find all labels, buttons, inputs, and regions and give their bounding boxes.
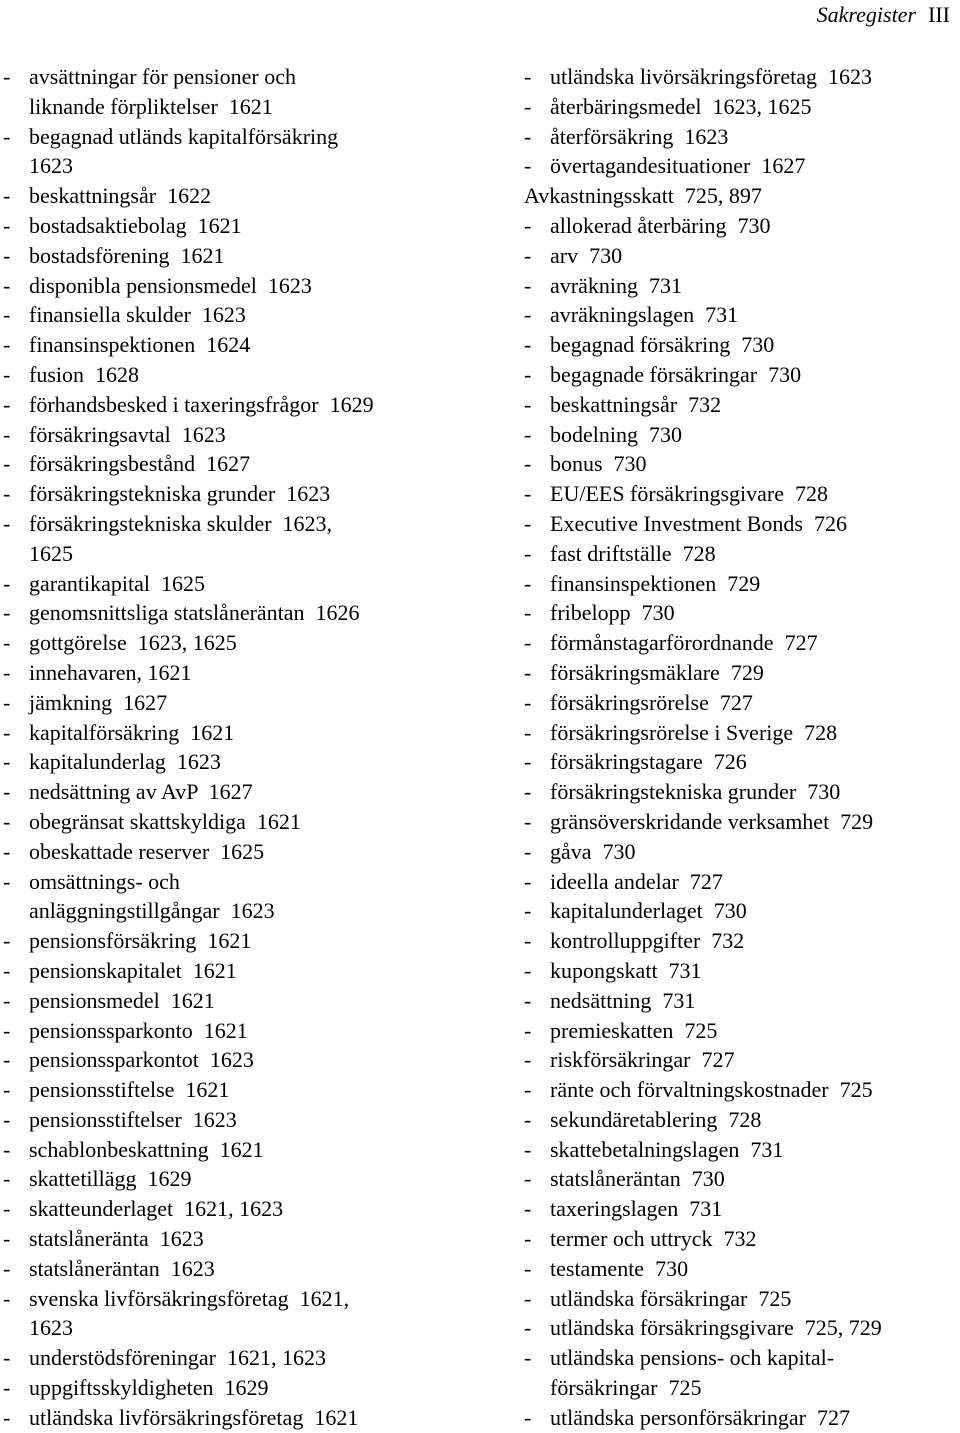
entry-text: utländska försäkringsgivare 725, 729 [550, 1315, 882, 1341]
entry-dash: - [524, 868, 532, 894]
entry-dash: - [524, 153, 532, 179]
entry-dash: - [3, 332, 11, 358]
entry-text: försäkringsbestånd 1627 [29, 451, 251, 477]
entry-text: pensionsförsäkring 1621 [29, 928, 252, 954]
entry-dash: - [524, 451, 532, 477]
entry-text: bostadsaktiebolag 1621 [29, 212, 242, 238]
entry-text: utländska livförsäkringsföretag 1621 [29, 1404, 359, 1430]
index-entry [3, 718, 503, 748]
entry-text: statslåneränta 1623 [29, 1226, 204, 1252]
entry-text: pensionskapitalet 1621 [29, 957, 237, 983]
entry-dash: - [524, 64, 532, 89]
entry-dash: - [3, 1404, 11, 1430]
entry-dash: - [3, 481, 11, 507]
entry-text: bonus 730 [550, 451, 647, 477]
entry-dash: - [3, 64, 11, 89]
entry-text: ränte och förvaltningskostnader 725 [550, 1077, 873, 1103]
entry-dash: - [524, 1226, 532, 1252]
entry-dash: - [524, 838, 532, 864]
index-entry [524, 688, 960, 718]
entry-text: gränsöverskridande verksamhet 729 [550, 808, 874, 834]
entry-text: innehavaren, 1621 [29, 659, 192, 685]
entry-dash: - [3, 600, 11, 626]
index-entry [3, 300, 503, 330]
entry-text: allokerad återbäring 730 [550, 212, 771, 238]
entry-dash: - [524, 540, 532, 566]
entry-text: kontrolluppgifter 732 [550, 928, 745, 954]
index-entry [524, 718, 960, 748]
entry-text: utländska livörsäkringsföretag 1623 [550, 64, 872, 89]
index-entry [524, 1224, 960, 1254]
entry-text: övertagandesituationer 1627 [550, 153, 806, 179]
running-title: Sakregister [816, 2, 917, 27]
entry-dash: - [524, 1345, 532, 1371]
index-entry [3, 777, 503, 807]
index-entry [3, 449, 503, 479]
entry-dash: - [524, 1106, 532, 1132]
entry-dash: - [3, 749, 11, 775]
entry-dash: - [524, 481, 532, 507]
entry-text: garantikapital 1625 [29, 570, 205, 596]
entry-text: pensionssparkonto 1621 [29, 1017, 248, 1043]
entry-text: försäkringsrörelse 727 [550, 689, 753, 715]
entry-text: försäkringstekniska grunder 1623 [29, 481, 331, 507]
index-entry [3, 241, 503, 271]
entry-text: begagnad utländs kapitalförsäkring [29, 123, 339, 149]
entry-text: nedsättning 731 [550, 987, 696, 1013]
entry-text: beskattningsår 1622 [29, 183, 212, 209]
entry-dash: - [3, 1017, 11, 1043]
entry-text: termer och uttryck 732 [550, 1226, 757, 1252]
index-entry [524, 449, 960, 479]
entry-text: pensionsstiftelse 1621 [29, 1077, 230, 1103]
entry-dash: - [524, 749, 532, 775]
entry-dash: - [524, 361, 532, 387]
index-entry [3, 1045, 503, 1075]
index-entry [3, 181, 503, 211]
entry-text: genomsnittsliga statslåneräntan 1626 [29, 600, 360, 626]
index-entry [524, 569, 960, 599]
entry-text: förhandsbesked i taxeringsfrågor 1629 [29, 391, 374, 417]
index-entry [524, 777, 960, 807]
entry-dash: - [524, 1047, 532, 1073]
entry-dash: - [3, 570, 11, 596]
entry-dash: - [3, 1166, 11, 1192]
index-entry [524, 1403, 960, 1433]
entry-dash: - [524, 898, 532, 924]
entry-dash: - [524, 302, 532, 328]
entry-text: disponibla pensionsmedel 1623 [29, 272, 312, 298]
index-entry [3, 747, 503, 777]
index-entry [3, 509, 503, 539]
index-entry [524, 628, 960, 658]
index-entry [524, 1075, 960, 1105]
index-entry [524, 62, 960, 92]
entry-text: Executive Investment Bonds 726 [550, 510, 847, 536]
entry-dash: - [524, 600, 532, 626]
entry-text: finansiella skulder 1623 [29, 302, 246, 328]
entry-dash: - [3, 957, 11, 983]
index-entry [3, 926, 503, 956]
entry-text: Avkastningsskatt 725, 897 [524, 183, 762, 209]
index-entry [3, 1075, 503, 1105]
entry-text: gottgörelse 1623, 1625 [29, 630, 237, 656]
entry-dash: - [3, 987, 11, 1013]
entry-text: skattetillägg 1629 [29, 1166, 192, 1192]
index-entry-continuation [3, 1313, 503, 1343]
index-entry [524, 151, 960, 181]
entry-text: nedsättning av AvP 1627 [29, 779, 253, 805]
index-entry [524, 300, 960, 330]
index-entry [524, 420, 960, 450]
entry-text: jämkning 1627 [29, 689, 168, 715]
entry-text: EU/EES försäkringsgivare 728 [550, 481, 828, 507]
entry-dash: - [524, 1255, 532, 1281]
entry-dash: - [524, 1315, 532, 1341]
entry-dash: - [3, 123, 11, 149]
entry-dash: - [3, 421, 11, 447]
index-entry [3, 1194, 503, 1224]
entry-text: bodelning 730 [550, 421, 682, 447]
index-entry [524, 1016, 960, 1046]
entry-text: omsättnings- och [29, 868, 180, 894]
entry-dash: - [3, 302, 11, 328]
entry-text: obeskattade reserver 1625 [29, 838, 265, 864]
index-entry [3, 1135, 503, 1165]
entry-dash: - [3, 1047, 11, 1073]
index-entry [524, 330, 960, 360]
entry-text: uppgiftsskyldigheten 1629 [29, 1375, 269, 1401]
index-entry [524, 360, 960, 390]
entry-text: statslåneräntan 1623 [29, 1255, 215, 1281]
entry-dash: - [3, 242, 11, 268]
entry-text: beskattningsår 732 [550, 391, 722, 417]
index-entry [3, 807, 503, 837]
entry-dash: - [3, 1375, 11, 1401]
entry-text: pensionsstiftelser 1623 [29, 1106, 237, 1132]
index-entry [3, 628, 503, 658]
index-entry [524, 1254, 960, 1284]
entry-text: förmånstagarförordnande 727 [550, 630, 818, 656]
index-entry [3, 360, 503, 390]
index-entry [524, 1135, 960, 1165]
entry-text: utländska försäkringar 725 [550, 1285, 792, 1311]
entry-text: utländska personförsäkringar 727 [550, 1404, 850, 1430]
entry-text: begagnade försäkringar 730 [550, 361, 802, 387]
index-entry [3, 1284, 503, 1314]
entry-text: finansinspektionen 729 [550, 570, 761, 596]
index-entry [524, 986, 960, 1016]
entry-dash: - [3, 808, 11, 834]
index-entry [3, 1343, 503, 1373]
index-entry [524, 1284, 960, 1314]
index-entry [524, 747, 960, 777]
entry-dash: - [524, 1017, 532, 1043]
index-entry [3, 1164, 503, 1194]
entry-dash: - [3, 1077, 11, 1103]
entry-dash: - [3, 183, 11, 209]
entry-dash: - [3, 1136, 11, 1162]
entry-text: understödsföreningar 1621, 1623 [29, 1345, 326, 1371]
entry-dash: - [3, 361, 11, 387]
entry-text: premieskatten 725 [550, 1017, 718, 1043]
index-entry [524, 1194, 960, 1224]
entry-text: kapitalförsäkring 1621 [29, 719, 235, 745]
entry-dash: - [3, 868, 11, 894]
entry-dash: - [3, 391, 11, 417]
entry-text: försäkringsrörelse i Sverige 728 [550, 719, 838, 745]
entry-text: begagnad försäkring 730 [550, 332, 775, 358]
entry-dash: - [524, 421, 532, 447]
entry-dash: - [524, 957, 532, 983]
entry-dash: - [3, 719, 11, 745]
entry-dash: - [524, 1166, 532, 1192]
entry-text: pensionssparkontot 1623 [29, 1047, 254, 1073]
index-entry [3, 956, 503, 986]
entry-dash: - [3, 689, 11, 715]
index-entry [3, 330, 503, 360]
index-entry [3, 211, 503, 241]
entry-text: försäkringstekniska grunder 730 [550, 779, 841, 805]
entry-dash: - [3, 510, 11, 536]
entry-text: finansinspektionen 1624 [29, 332, 251, 358]
entry-text: schablonbeskattning 1621 [29, 1136, 264, 1162]
index-entry [3, 1373, 503, 1403]
entry-text: liknande förpliktelser 1621 [29, 93, 273, 119]
index-heading [524, 181, 960, 211]
index-entry [524, 1313, 960, 1343]
entry-dash: - [3, 1285, 11, 1311]
entry-dash: - [524, 719, 532, 745]
entry-dash: - [524, 242, 532, 268]
entry-text: obegränsat skattskyldiga 1621 [29, 808, 301, 834]
entry-dash: - [524, 1196, 532, 1222]
index-entry [524, 1164, 960, 1194]
entry-dash: - [3, 659, 11, 685]
entry-text: försäkringar 725 [550, 1375, 702, 1401]
index-column-right [524, 62, 960, 1433]
index-entry-continuation [524, 1373, 960, 1403]
index-entry [524, 926, 960, 956]
index-entry [524, 1105, 960, 1135]
index-column-left [3, 62, 503, 1433]
index-entry [524, 539, 960, 569]
index-entry [524, 867, 960, 897]
entry-text: riskförsäkringar 727 [550, 1047, 735, 1073]
page-number: III [928, 2, 950, 27]
index-entry [3, 837, 503, 867]
entry-text: kupongskatt 731 [550, 957, 702, 983]
entry-dash: - [524, 779, 532, 805]
index-entry [524, 1045, 960, 1075]
entry-dash: - [524, 212, 532, 238]
index-entry [3, 867, 503, 897]
entry-dash: - [3, 1226, 11, 1252]
index-entry [524, 807, 960, 837]
entry-dash: - [524, 1136, 532, 1162]
entry-text: bostadsförening 1621 [29, 242, 225, 268]
index-entry [3, 1403, 503, 1433]
entry-dash: - [3, 1106, 11, 1132]
entry-dash: - [524, 1077, 532, 1103]
index-entry [3, 62, 503, 92]
index-entry-continuation [3, 151, 503, 181]
entry-dash: - [3, 630, 11, 656]
entry-dash: - [524, 659, 532, 685]
entry-dash: - [524, 272, 532, 298]
entry-text: försäkringsavtal 1623 [29, 421, 226, 447]
index-entry [524, 837, 960, 867]
entry-dash: - [524, 332, 532, 358]
entry-dash: - [524, 510, 532, 536]
entry-text: avräkningslagen 731 [550, 302, 739, 328]
entry-text: avsättningar för pensioner och [29, 64, 296, 89]
entry-dash: - [3, 1255, 11, 1281]
entry-text: fusion 1628 [29, 361, 139, 387]
entry-text: 1623 [29, 1315, 73, 1341]
entry-text: taxeringslagen 731 [550, 1196, 723, 1222]
entry-dash: - [524, 123, 532, 149]
entry-text: försäkringstagare 726 [550, 749, 747, 775]
entry-text: statslåneräntan 730 [550, 1166, 725, 1192]
entry-text: utländska pensions- och kapital- [550, 1345, 835, 1371]
entry-text: svenska livförsäkringsföretag 1621, [29, 1285, 350, 1311]
entry-dash: - [3, 779, 11, 805]
index-entry [524, 956, 960, 986]
entry-dash: - [3, 451, 11, 477]
entry-text: anläggningstillgångar 1623 [29, 898, 275, 924]
index-entry [3, 1254, 503, 1284]
entry-dash: - [524, 1285, 532, 1311]
index-entry [3, 688, 503, 718]
entry-text: 1623 [29, 153, 73, 179]
entry-dash: - [3, 272, 11, 298]
entry-text: fribelopp 730 [550, 600, 675, 626]
entry-text: sekundäretablering 728 [550, 1106, 762, 1132]
entry-dash: - [3, 838, 11, 864]
entry-text: pensionsmedel 1621 [29, 987, 215, 1013]
index-entry [3, 658, 503, 688]
index-entry [3, 479, 503, 509]
entry-dash: - [524, 808, 532, 834]
entry-dash: - [524, 391, 532, 417]
index-entry-continuation [3, 92, 503, 122]
index-entry [3, 1105, 503, 1135]
index-entry [524, 122, 960, 152]
entry-dash: - [524, 689, 532, 715]
entry-text: kapitalunderlag 1623 [29, 749, 221, 775]
entry-dash: - [524, 928, 532, 954]
entry-text: 1625 [29, 540, 73, 566]
index-entry [524, 271, 960, 301]
entry-text: testamente 730 [550, 1255, 689, 1281]
index-entry [3, 122, 503, 152]
entry-text: kapitalunderlaget 730 [550, 898, 747, 924]
index-entry-continuation [3, 539, 503, 569]
entry-text: återbäringsmedel 1623, 1625 [550, 93, 812, 119]
entry-text: försäkringstekniska skulder 1623, [29, 510, 333, 536]
index-entry [524, 658, 960, 688]
page-header [817, 2, 950, 28]
index-entry [524, 896, 960, 926]
entry-dash: - [524, 570, 532, 596]
index-entry [524, 509, 960, 539]
entry-dash: - [3, 928, 11, 954]
index-entry [524, 390, 960, 420]
index-entry [524, 92, 960, 122]
index-entry [3, 986, 503, 1016]
entry-dash: - [3, 212, 11, 238]
index-entry-continuation [3, 896, 503, 926]
entry-dash: - [524, 630, 532, 656]
entry-dash: - [524, 987, 532, 1013]
index-entry [3, 271, 503, 301]
entry-text: arv 730 [550, 242, 623, 268]
entry-text: avräkning 731 [550, 272, 682, 298]
entry-text: fast driftställe 728 [550, 540, 716, 566]
index-entry [3, 569, 503, 599]
index-entry [3, 1224, 503, 1254]
index-entry [3, 598, 503, 628]
entry-dash: - [524, 93, 532, 119]
entry-text: skattebetalningslagen 731 [550, 1136, 784, 1162]
entry-text: försäkringsmäklare 729 [550, 659, 764, 685]
index-entry [524, 598, 960, 628]
index-entry [524, 1343, 960, 1373]
entry-text: skatteunderlaget 1621, 1623 [29, 1196, 284, 1222]
entry-dash: - [3, 1345, 11, 1371]
entry-dash: - [524, 1404, 532, 1430]
index-entry [524, 241, 960, 271]
index-entry [3, 420, 503, 450]
index-entry [524, 479, 960, 509]
index-entry [3, 390, 503, 420]
entry-dash: - [3, 1196, 11, 1222]
index-entry [3, 1016, 503, 1046]
entry-text: gåva 730 [550, 838, 636, 864]
index-entry [524, 211, 960, 241]
entry-text: återförsäkring 1623 [550, 123, 729, 149]
entry-text: ideella andelar 727 [550, 868, 723, 894]
